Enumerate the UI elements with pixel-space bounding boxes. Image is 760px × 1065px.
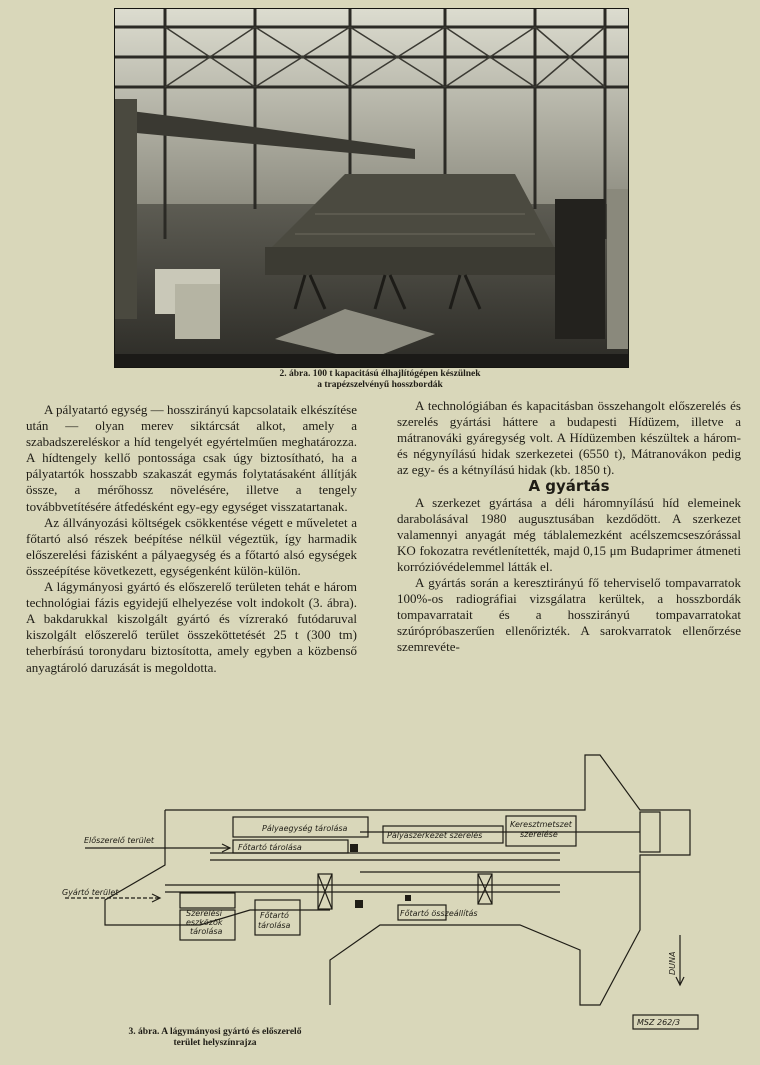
paragraph: A szerkezet gyártása a déli háromnyílású híd elemeinek darabolásával 1980 augusztusában kezdődött. A szerkezet valamennyi anyagát még táblalemezként acélszemcseszórással KO fokozatra revétlenítették, majd 0,15 μm Budaprimer átmeneti korrózióvédelemmel látták el. (397, 494, 741, 574)
left-text-column (26, 402, 357, 676)
paragraph: A gyártás során a keresztirányú fő teherviselő tompavarratok 100%-os radiográfiai vizsgálatra kerültek, a hosszbordák tompavarratait és a hosszirányú tompavarratokat szúrópróbaszerűen ellenőrizték. A sarokvarratok ellenőrzése szemrevéte- (397, 575, 741, 655)
map-label: tárolása (190, 927, 223, 936)
map-label: Gyártó terület (62, 888, 119, 897)
figure-2-caption-line-1: 2. ábra. 100 t kapacitású élhajlítógépen készülnek (279, 369, 481, 379)
map-label: Főtartó (260, 911, 289, 920)
paragraph: A pályatartó egység — hosszirányú kapcsolataik elkészítése után — olyan merev siktárcsát alkot, amely a szabadszereléskor a híd tengelyét egyértelműen meghatározza. A hídtengely kellő pontossága csak úgy biztosítható, ha a pályatartók hosszabb szakaszát egymás folytatásaként állítják össze, a mérőhossz növelésére, illetve a tengely továbbvetítésére átfedésként egy-egy egységet visszatartanak. (26, 402, 357, 514)
map-label: Szerelési (186, 909, 222, 918)
figure-3-caption-line-1: 3. ábra. A lágymányosi gyártó és előszerelő (128, 1027, 302, 1037)
map-label: szerelése (520, 830, 558, 839)
right-text-column (397, 398, 741, 656)
section-heading: A gyártás (528, 477, 610, 496)
map-label: Előszerelő terület (84, 836, 155, 845)
map-label: Pályaszerkezet szerelés (387, 831, 483, 840)
map-label: Pályaegység tárolása (262, 824, 348, 833)
paragraph: A lágymányosi gyártó és előszerelő területen tehát e három technológiai fázis egyidejű elhelyezése volt indokolt (3. ábra). A bakdarukkal kiszolgált gyártó és vízrerakó futódaruval kiszolgált előszerelő terület összeköttetését 25 t (300 tm) teherbírású toronydaru biztosította, amely egyben a közbenső anyagtároló daruzását is megoldotta. (26, 579, 357, 675)
paragraph: A technológiában és kapacitásban összehangolt előszerelés és szerelés gyártási háttere a budapesti Hídüzem, illetve a mátranováki gyáregység volt. A Hídüzemben készültek a három- és négynyílású hidak szerkezetei (6550 t), Mátranovákon pedig az egy- és a kétnyílású hidak (kb. 1850 t). (397, 398, 741, 478)
figure-2-caption (150, 369, 610, 391)
map-label: Főtartó tárolása (238, 843, 302, 852)
map-label: Főtartó összeállítás (400, 909, 478, 918)
stamp-label: MSZ 262/3 (637, 1018, 681, 1027)
map-label: tárolása (258, 921, 291, 930)
map-label: eszközök (186, 918, 223, 927)
figure-2-caption-line-2: a trapézszelvényű hosszbordák (317, 380, 443, 390)
site-plan-figure (0, 750, 760, 1065)
figure-3-caption (70, 1027, 360, 1049)
map-label: Keresztmetszet (510, 820, 572, 829)
figure-3-caption-line-2: terület helyszínrajza (173, 1038, 257, 1048)
paragraph: Az állványozási költségek csökkentése végett e műveletet a főtartó alsó részek beépítése nélkül végeztük, így harmadik előszerelési fázisként a pályaegység és a főtartó alsó egységek összeépítése következett, egységenként külön-külön. (26, 514, 357, 578)
river-label: DUNA (668, 951, 677, 975)
press-brake-photo (114, 8, 629, 368)
